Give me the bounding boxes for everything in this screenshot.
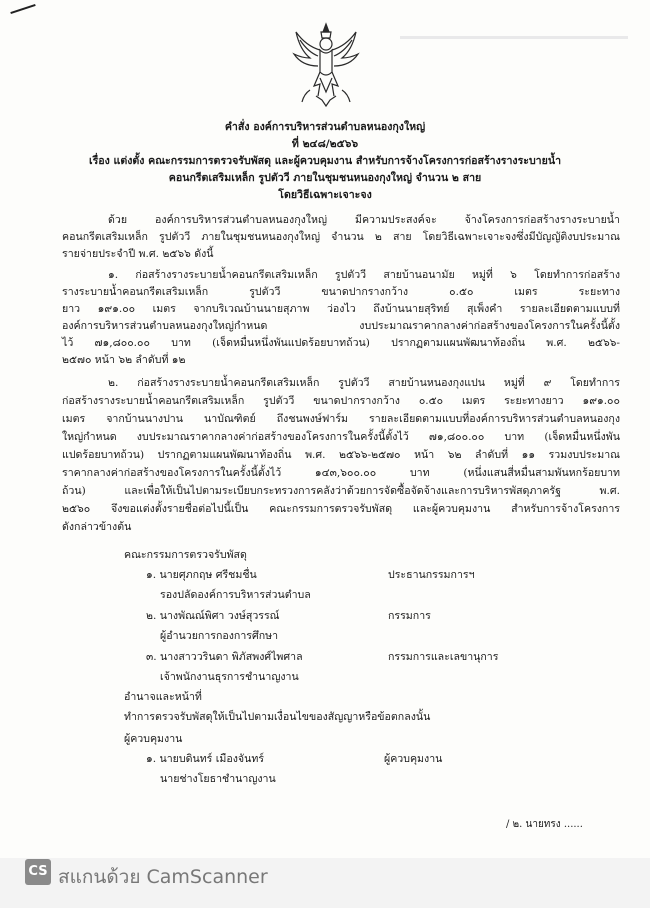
duty-text: ทำการตรวจรับพัสดุให้เป็นไปตามเงื่อนไขของสัญญาหรือข้อตกลงนั้น	[124, 711, 431, 723]
item1-line: องค์การบริหารส่วนตำบลหนองกุงใหญ่กำหนด งบประมาณราคากลางค่าก่อสร้างของโครงการในครั้งนี้ตั้ง	[62, 320, 620, 332]
supervisor-role: ผู้ควบคุมงาน	[384, 753, 443, 765]
item1-line: ๑. ก่อสร้างรางระบายน้ำคอนกรีตเสริมเหล็ก รูปตัววี สายบ้านอนามัย หมู่ที่ ๖ โดยทำการก่อสร้าง	[108, 269, 620, 281]
member-role: กรรมการ	[388, 610, 431, 622]
item1-line: รางระบายน้ำคอนกรีตเสริมเหล็ก รูปตัววี ขนาดปากรางกว้าง ๐.๕๐ เมตร ระยะทาง	[62, 286, 620, 298]
member-name: ๑. นายศุภกฤษ ศรีชมชื่น	[146, 569, 257, 581]
duty-heading: อำนาจและหน้าที่	[124, 691, 202, 703]
item1-line: ๒๕๗๐ หน้า ๖๒ ลำดับที่ ๑๒	[62, 354, 186, 366]
supervisor-position: นายช่างโยธาชำนาญงาน	[160, 773, 276, 785]
camscanner-logo-icon: CS	[25, 859, 51, 885]
member-role: ประธานกรรมการฯ	[388, 569, 475, 581]
supervisor-name: ๑. นายบดินทร์ เมืองจันทร์	[146, 753, 265, 765]
item2-line: ๒๕๖๐ จึงขอแต่งตั้งรายชื่อต่อไปนี้เป็น คณะกรรมการตรวจรับพัสดุ และผู้ควบคุมงาน สำหรับการจ้างโครงการ	[62, 503, 620, 515]
item2-line: ดังกล่าวข้างต้น	[62, 521, 132, 533]
order-number: ที่ ๒๔๘/๒๕๖๖	[291, 138, 359, 150]
member-role: กรรมการและเลขานุการ	[388, 651, 499, 663]
member-position: ผู้อำนวยการกองการศึกษา	[160, 630, 279, 642]
intro-line: ด้วย องค์การบริหารส่วนตำบลหนองกุงใหญ่ มีความประสงค์จะ จ้างโครงการก่อสร้างรางระบายน้ำ	[108, 214, 620, 226]
item2-line: เมตร จากบ้านนางปาน นาบัณฑิตย์ ถึงชนพงษ์ฟาร์ม รายละเอียดตามแบบที่องค์การบริหารส่วนตำบลหนองกุง	[62, 413, 620, 425]
member-name: ๓. นางสาววรินดา พิภัสพงศ์ไพศาล	[146, 651, 303, 663]
item1-line: ยาว ๑๙๑.๐๐ เมตร จากบริเวณบ้านนายสุภาพ ว่องไว ถึงบ้านนายสุริทย์ สุเพ็งคำ รายละเอียดตามแบบที่	[62, 303, 620, 315]
camscanner-watermark: สแกนด้วย CamScanner	[58, 866, 268, 888]
intro-line: คอนกรีตเสริมเหล็ก รูปตัววี ภายในชุมชนหนองกุงใหญ่ จำนวน ๒ สาย โดยวิธีเฉพาะเจาะจงซึ่งมีบัญญัติงบประมาณ	[62, 231, 620, 243]
item2-line: แปดร้อยบาทถ้วน) ปรากฏตามแผนพัฒนาท้องถิ่น พ.ศ. ๒๕๖๖-๒๕๗๐ หน้า ๖๒ ลำดับที่ ๑๑ รวมงบประมาณ	[62, 449, 620, 461]
item2-line: ราคากลางค่าก่อสร้างของโครงการในครั้งนี้ตั้งไว้ ๑๔๓,๖๐๐.๐๐ บาท (หนึ่งแสนสี่หมื่นสามพันหกร้อยบาท	[62, 467, 620, 479]
faded-rule	[400, 36, 628, 39]
item2-line: ใหญ่กำหนด งบประมาณราคากลางค่าก่อสร้างของโครงการในครั้งนี้ตั้งไว้ ๗๑,๘๐๐.๐๐ บาท (เจ็ดหมื่นหนึ่งพัน	[62, 431, 620, 443]
intro-line: รายจ่ายประจำปี พ.ศ. ๒๕๖๖ ดังนี้	[62, 248, 214, 260]
member-position: เจ้าพนักงานธุรการชำนาญงาน	[160, 671, 299, 683]
subject-line-2: คอนกรีตเสริมเหล็ก รูปตัววี ภายในชุมชนหนองกุงใหญ่ จำนวน ๒ สาย	[168, 172, 482, 184]
supervisor-heading: ผู้ควบคุมงาน	[124, 733, 183, 745]
item1-line: ไว้ ๗๑,๘๐๐.๐๐ บาท (เจ็ดหมื่นหนึ่งพันแปดร้อยบาทถ้วน) ปรากฏตามแผนพัฒนาท้องถิ่น พ.ศ. ๒๕๖๖-	[62, 337, 620, 349]
order-title: คำสั่ง องค์การบริหารส่วนตำบลหนองกุงใหญ่	[224, 121, 426, 133]
member-position: รองปลัดองค์การบริหารส่วนตำบล	[160, 589, 311, 601]
garuda-emblem-icon	[290, 20, 362, 108]
subject-line-3: โดยวิธีเฉพาะเจาะจง	[278, 189, 372, 201]
subject-line-1: เรื่อง แต่งตั้ง คณะกรรมการตรวจรับพัสดุ และผู้ควบคุมงาน สำหรับการจ้างโครงการก่อสร้างรางระบายน้ำ	[88, 155, 562, 167]
pen-mark	[10, 4, 35, 14]
item2-line: ถ้วน) และเพื่อให้เป็นไปตามระเบียบกระทรวงการคลังว่าด้วยการจัดซื้อจัดจ้างและการบริหารพัสดุภาครัฐ พ.ศ.	[62, 485, 620, 497]
item2-line: ๒. ก่อสร้างรางระบายน้ำคอนกรีตเสริมเหล็ก รูปตัววี สายบ้านหนองกุงแปน หมู่ที่ ๙ โดยทำการ	[108, 377, 620, 389]
committee-heading: คณะกรรมการตรวจรับพัสดุ	[124, 549, 247, 561]
item2-line: ก่อสร้างรางระบายน้ำคอนกรีตเสริมเหล็ก รูปตัววี ขนาดปากรางกว้าง ๐.๕๐ เมตร ระยะทางยาว ๑๙๑.๐๐	[62, 395, 620, 407]
continuation-note: / ๒. นายทรง ......	[506, 819, 583, 830]
member-name: ๒. นางพัณณ์พิศา วงษ์สุวรรณ์	[146, 610, 280, 622]
